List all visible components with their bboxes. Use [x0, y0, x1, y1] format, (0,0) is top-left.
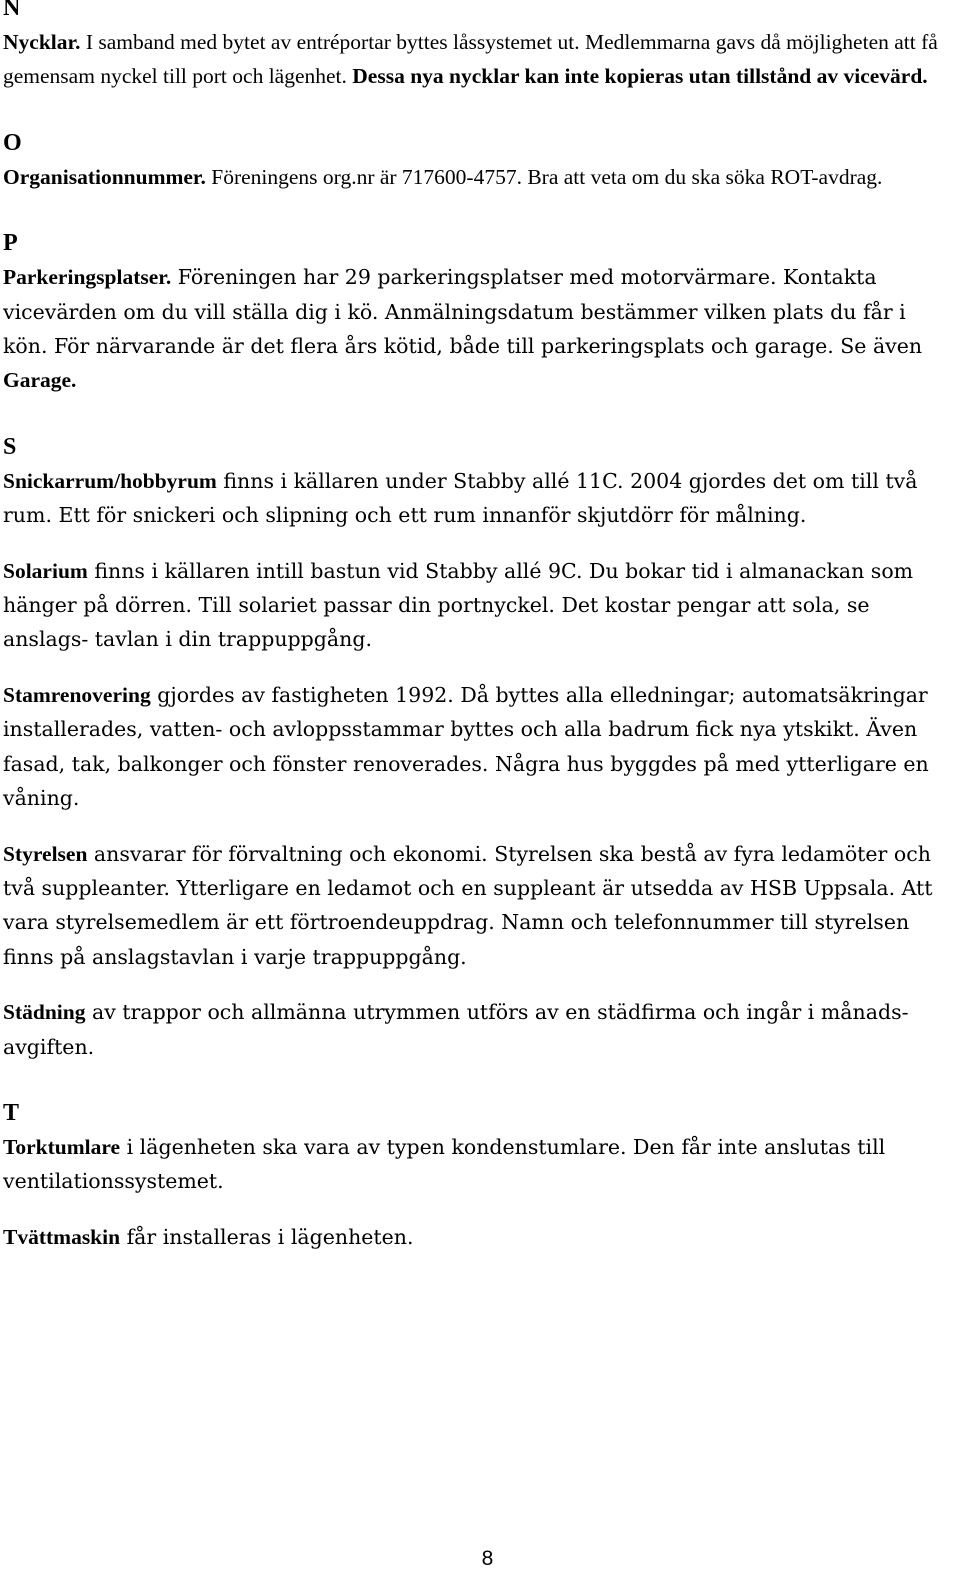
section-letter-p: P: [3, 230, 18, 257]
entry-tvattmaskin: [3, 1220, 953, 1254]
entry-term: Organisationnummer.: [3, 164, 206, 189]
entry-solarium: [3, 554, 953, 657]
section-letter-n: N: [3, 0, 21, 21]
entry-term: Styrelsen: [3, 841, 88, 866]
section-letter-o: O: [3, 129, 22, 156]
entry-term: Städning: [3, 1000, 86, 1025]
entry-text: i lägenheten ska vara av typen kondenstumlare. Den får inte anslutas till ventilationssystemet.: [3, 1134, 886, 1194]
entry-text: Föreningens org.nr är 717600-4757. Bra att veta om du ska söka ROT-avdrag.: [205, 164, 883, 189]
entry-styrelsen: [3, 837, 953, 975]
section-letter-t: T: [3, 1099, 20, 1126]
entry-term: Nycklar.: [3, 30, 81, 54]
entry-snickarrum: [3, 464, 953, 533]
section-letter-s: S: [3, 433, 17, 460]
entry-term: Snickarrum/hobbyrum: [3, 468, 217, 493]
entry-term: Parkeringsplatser.: [3, 265, 172, 290]
entry-text: får installeras i lägenheten.: [120, 1224, 414, 1249]
entry-torktumlare: [3, 1130, 953, 1199]
entry-text: Föreningen har 29 parkeringsplatser med motorvärmare. Kontakta vicevärden om du vill ställa dig i kö. Anmälningsdatum bestämmer vilken plats du får i kön. För närvarande är det flera års kötid, både till parkeringsplats och garage. Se även: [3, 265, 923, 359]
entry-emphasis: Dessa nya nycklar kan inte kopieras utan tillstånd av vicevärd.: [352, 64, 928, 89]
entry-term: Tvättmaskin: [3, 1224, 121, 1249]
entry-stadning: [3, 995, 953, 1064]
entry-text: gjordes av fastigheten 1992. Då byttes alla elledningar; automatsäkringar installerades, vatten- och avloppsstammar byttes och alla badrum fick nya ytskikt. Även fasad, tak, balkonger och fönster renoverades. Några hus byggdes på med ytterligare en våning.: [3, 682, 929, 811]
entry-stamrenovering: [3, 678, 953, 816]
entry-nycklar: [3, 25, 953, 94]
entry-text: I samband med bytet av entréportar byttes låssystemet ut. Medlemmarna gavs då möjligheten att få gemensam nyckel till port och lägenhet.: [3, 30, 938, 89]
entry-cross-reference: Garage.: [3, 368, 77, 393]
entry-parkeringsplatser: [3, 260, 953, 398]
entry-term: Torktumlare: [3, 1134, 121, 1159]
entry-text: finns i källaren intill bastun vid Stabby allé 9C. Du bokar tid i almanackan som hänger på dörren. Till solariet passar din portnyckel. Det kostar pengar att sola, se anslags- tavlan i din trappuppgång.: [3, 558, 914, 652]
page-number: 8: [481, 1547, 494, 1570]
entry-organisationnummer: [3, 160, 953, 194]
entry-term: Stamrenovering: [3, 682, 151, 707]
entry-text: finns i källaren under Stabby allé 11C. 2004 gjordes det om till två rum. Ett för snickeri och slipning och ett rum innanför skjutdörr för målning.: [3, 468, 918, 528]
entry-text: av trappor och allmänna utrymmen utförs av en städfirma och ingår i månads- avgiften.: [3, 1000, 909, 1059]
document-page: [3, 0, 953, 1254]
entry-term: Solarium: [3, 558, 88, 583]
entry-text: ansvarar för förvaltning och ekonomi. Styrelsen ska bestå av fyra ledamöter och två suppleanter. Ytterligare en ledamot och en suppleant är utsedda av HSB Uppsala. Att vara styrelsemedlem är ett förtroendeuppdrag. Namn och telefonnummer till styrelsen finns på anslagstavlan i varje trappuppgång.: [3, 841, 933, 969]
